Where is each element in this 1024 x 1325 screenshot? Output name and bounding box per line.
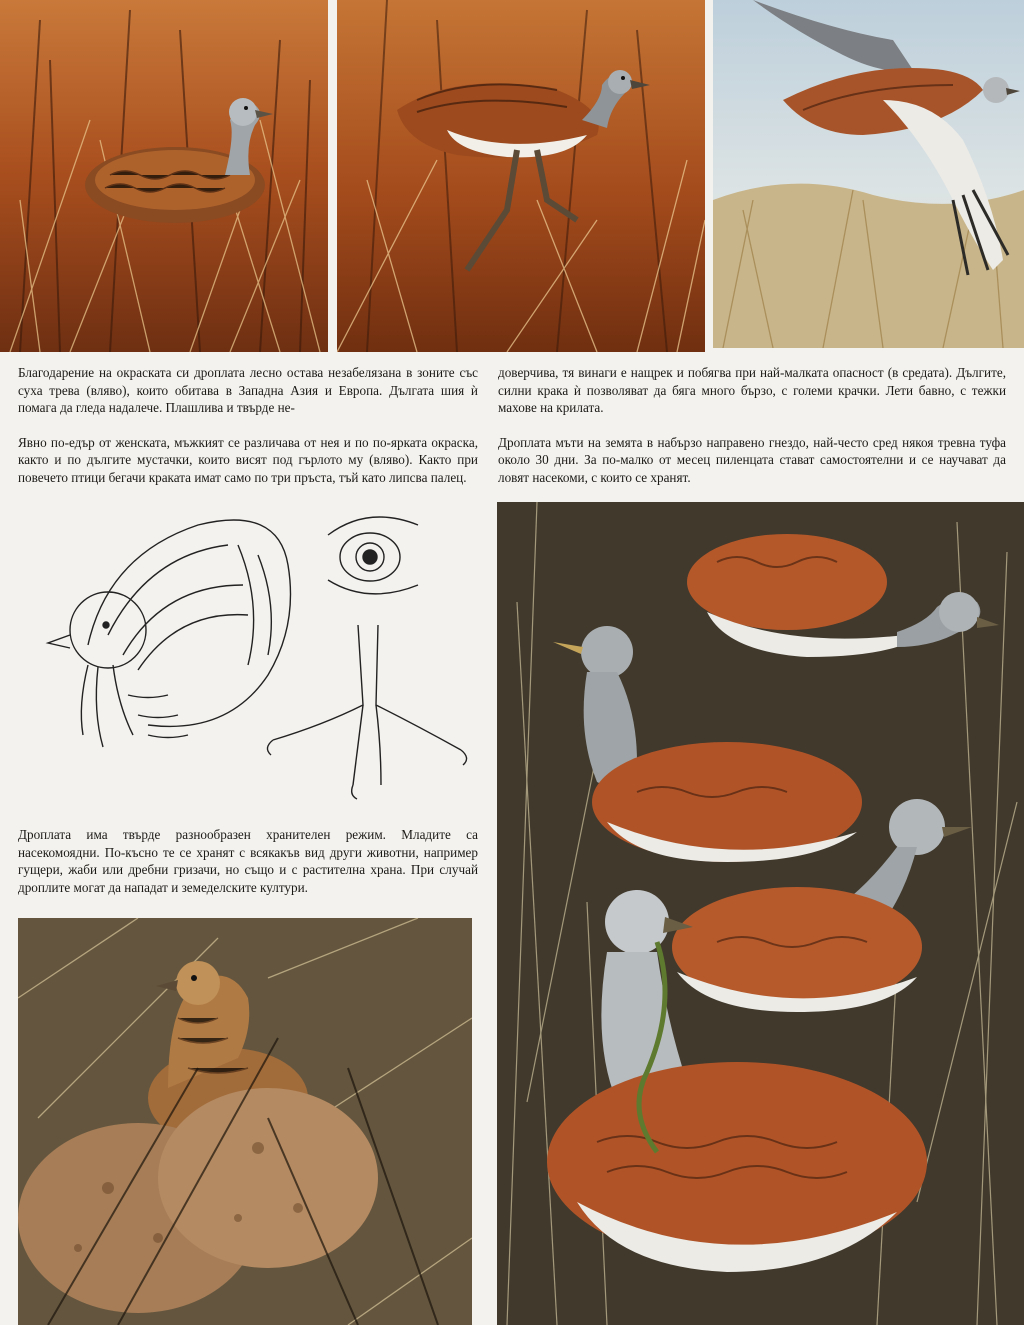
- intro-text-column-right: [498, 364, 1006, 487]
- diet-text: [18, 826, 478, 896]
- illustration-bustard-hidden-in-grass: [0, 0, 328, 352]
- illustration-bustard-group: [497, 502, 1024, 1325]
- paragraph-male-description: Явно по-едър от женската, мъжкият се различава от нея и по по-ярката окраска, както и по дългите мустачки, които висят под гърлото му (вляво). Както при повечето птици бегачи краката имат само по три пръста, тъй като липсва палец.: [18, 434, 478, 485]
- paragraph-nesting: Дроплата мъти на земята в набързо направено гнездо, най-често сред някоя тревна туфа около 30 дни. За по-малко от месец пиленцата стават самостоятелни и се научават да ловят насекоми, с които се хранят.: [498, 434, 1006, 485]
- illustration-chick-in-nest: [18, 918, 472, 1325]
- paragraph-behavior: доверчива, тя винаги е нащрек и побягва при най-малката опасност (в средата). Дългите, силни крака ѝ позволяват да бяга много бързо, с големи крачки. Лети бавно, с тежки махове на крилата.: [498, 365, 1006, 416]
- paragraph-camouflage: Благодарение на окраската си дроплата лесно остава незабелязана в зоните със суха трева (вляво), които обитава в Западна Азия и Европа. Дългата шия ѝ помага да гледа надалече. Плашлива и твърде не-: [18, 365, 478, 416]
- paragraph-diet: Дроплата има твърде разнообразен хранителен режим. Младите са насекомоядни. По-късно те се хранят с всякакъв вид други животни, например гущери, жаби или дребни гризачи, но също и с растителна храна. При случай дроплите могат да нападат и земеделските култури.: [18, 827, 478, 895]
- intro-text-column-left: [18, 364, 478, 487]
- illustration-bustard-flying: [713, 0, 1024, 348]
- illustration-male-head-eye-foot-sketch: [28, 495, 480, 815]
- illustration-bustard-running: [337, 0, 705, 352]
